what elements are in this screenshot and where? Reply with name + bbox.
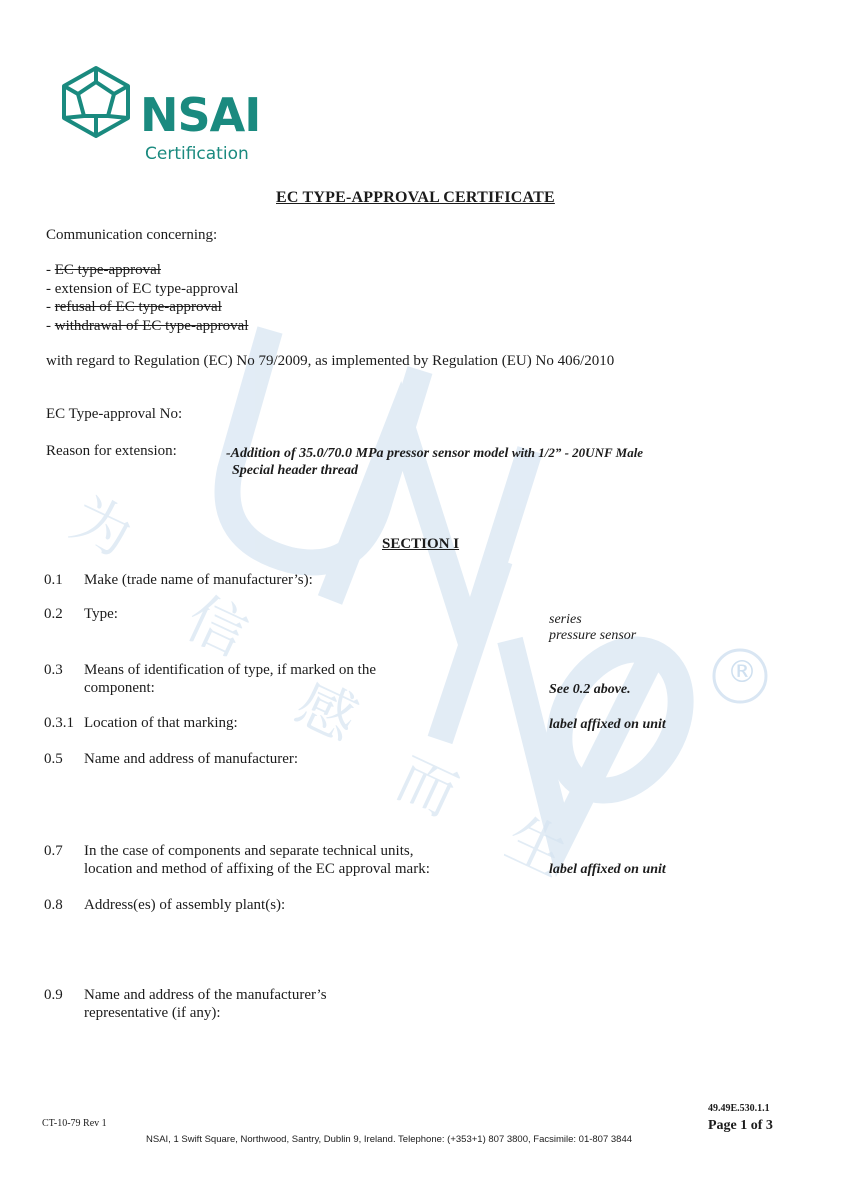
field-number: 0.3.1	[44, 715, 74, 731]
watermark-char-4: 而	[386, 743, 468, 830]
reason-text-line2: Special header thread	[232, 463, 358, 478]
field-label-marking-location: Location of that marking:	[84, 715, 238, 731]
communication-item: - refusal of EC type-approval	[46, 299, 222, 315]
reason-label: Reason for extension:	[46, 443, 177, 459]
page-number: Page 1 of 3	[708, 1118, 773, 1133]
watermark-char-5: 生	[496, 803, 578, 890]
field-label-identification-cont: component:	[84, 680, 155, 696]
field-number: 0.7	[44, 843, 63, 859]
field-value-marking-location: label affixed on unit	[549, 717, 666, 732]
field-number: 0.2	[44, 606, 63, 622]
field-number: 0.1	[44, 572, 63, 588]
watermark-char-3: 感	[286, 668, 368, 755]
field-value-identification: See 0.2 above.	[549, 682, 631, 697]
field-label-identification: Means of identification of type, if marked on the	[84, 662, 376, 678]
footer-address: NSAI, 1 Swift Square, Northwood, Santry, Dublin 9, Ireland. Telephone: (+353+1) 807 3800, Facsimile: 01-807 3844	[146, 1134, 633, 1145]
reason-text-line1	[226, 445, 643, 462]
field-label-approval-mark-cont: location and method of affixing of the EC approval mark:	[84, 861, 430, 877]
field-label-assembly-plant: Address(es) of assembly plant(s):	[84, 897, 286, 913]
watermark-char-2: 信	[176, 583, 258, 670]
approval-number-label: EC Type-approval No:	[46, 406, 183, 422]
logo-wordmark: NSAI	[140, 88, 261, 142]
field-label-manufacturer: Name and address of manufacturer:	[84, 751, 299, 767]
communication-item: - extension of EC type-approval	[46, 281, 239, 297]
communication-item: - withdrawal of EC type-approval	[46, 318, 249, 334]
watermark-char-1: 为	[61, 483, 143, 570]
logo-subtitle: Certification	[145, 144, 249, 164]
field-number: 0.9	[44, 987, 63, 1003]
field-label-type: Type:	[84, 606, 118, 622]
field-label-approval-mark: In the case of components and separate technical units,	[84, 843, 414, 859]
form-code: CT-10-79 Rev 1	[42, 1118, 107, 1129]
field-label-make: Make (trade name of manufacturer’s):	[84, 572, 313, 588]
document-reference: 49.49E.530.1.1	[708, 1103, 770, 1114]
field-label-representative-cont: representative (if any):	[84, 1005, 221, 1021]
watermark-registered-mark: ®	[727, 655, 757, 690]
field-value-type-sensor: pressure sensor	[549, 628, 637, 643]
communication-label: Communication concerning:	[46, 227, 218, 243]
field-number: 0.8	[44, 897, 63, 913]
section-title: SECTION I	[382, 536, 460, 552]
field-label-representative: Name and address of the manufacturer’s	[84, 987, 327, 1003]
regulation-statement: with regard to Regulation (EC) No 79/2009, as implemented by Regulation (EU) No 406/2010	[46, 353, 615, 369]
field-value-approval-mark: label affixed on unit	[549, 862, 666, 877]
communication-item-text: EC type-approval	[54, 262, 161, 278]
reason-text-part-a: -Addition of 35.0/70.0 MPa pressor sensor model	[226, 446, 509, 461]
nsai-emblem-icon	[58, 64, 134, 140]
communication-item-text: refusal of EC type-approval	[54, 299, 222, 315]
communication-item-text: withdrawal of EC type-approval	[54, 318, 249, 334]
communication-item-text: extension of EC type-approval	[54, 281, 239, 297]
field-number: 0.3	[44, 662, 63, 678]
field-value-type-series: series	[549, 612, 582, 627]
field-number: 0.5	[44, 751, 63, 767]
communication-item: - EC type-approval	[46, 262, 161, 278]
certificate-title: EC TYPE-APPROVAL CERTIFICATE	[276, 189, 555, 206]
reason-text-part-b: with 1/2” - 20UNF Male	[511, 445, 644, 460]
